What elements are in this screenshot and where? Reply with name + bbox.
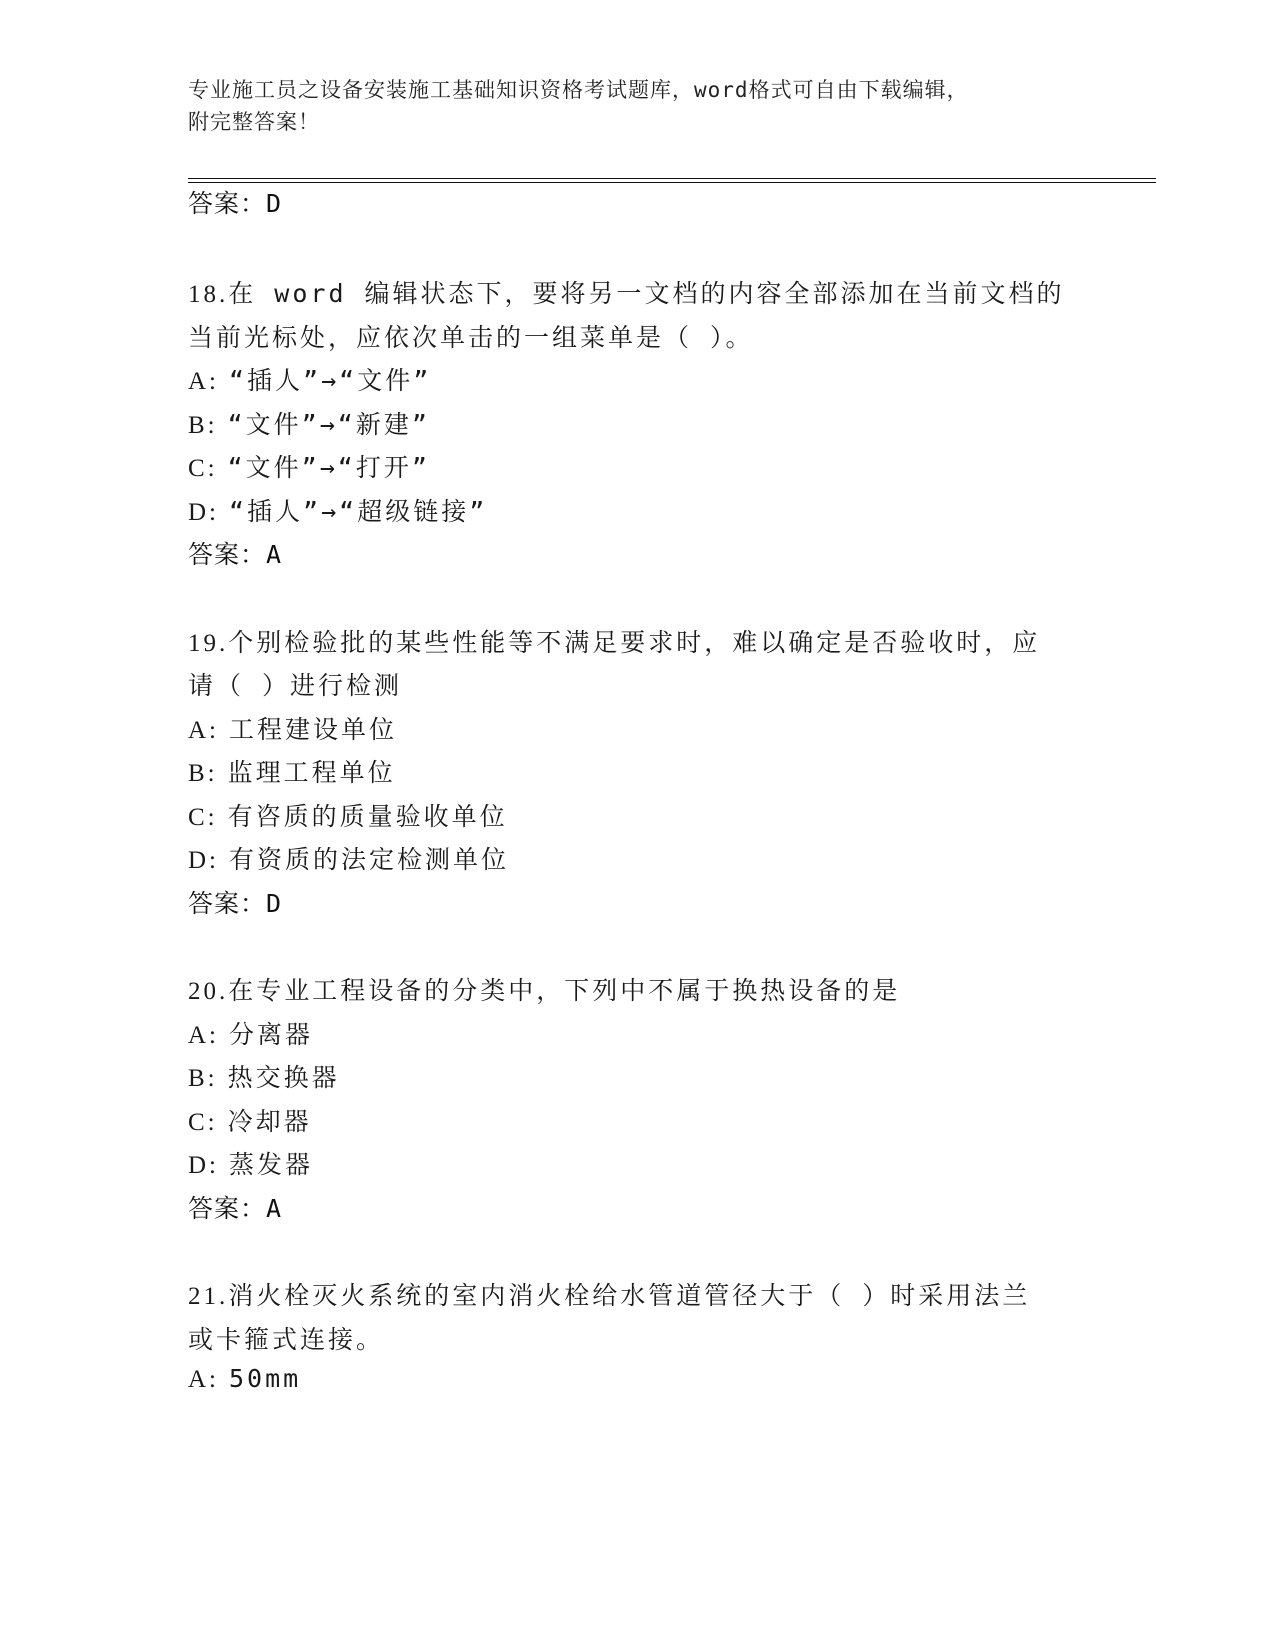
question-18-option-c — [188, 448, 430, 484]
option-text: 蒸发器 — [229, 1150, 314, 1179]
answer-label: 答案： — [188, 540, 267, 569]
option-label: C: — [188, 804, 218, 831]
question-text: 消火栓灭火系统的室内消火栓给水管道管径大于（ ）时采用法兰 — [228, 1281, 1031, 1310]
answer-value: D — [266, 189, 283, 218]
page-header — [188, 74, 1088, 138]
answer-value: A — [266, 540, 283, 569]
option-label: B: — [188, 412, 218, 439]
header-line-1: 专业施工员之设备安装施工基础知识资格考试题库，word格式可自由下载编辑， — [188, 78, 969, 102]
option-text: 监理工程单位 — [227, 758, 396, 787]
question-21-stem-line-1 — [188, 1276, 1030, 1312]
answer-value: A — [266, 1194, 283, 1223]
question-18-stem-line-2: 当前光标处，应依次单击的一组菜单是（ ）。 — [188, 323, 754, 352]
question-18-option-b — [188, 405, 430, 441]
question-19-stem-line-1 — [188, 623, 1040, 659]
question-number: 18. — [188, 281, 229, 308]
answer-value: D — [266, 889, 283, 918]
answer-label: 答案： — [188, 1194, 267, 1223]
option-text: 有资质的法定检测单位 — [229, 845, 510, 874]
question-20-option-b — [188, 1058, 340, 1094]
question-number: 20. — [188, 978, 229, 1005]
question-19-option-c — [188, 797, 508, 833]
option-text: 冷却器 — [227, 1107, 312, 1136]
answer-line — [188, 184, 282, 220]
option-text: “插人”→“文件” — [229, 366, 432, 395]
header-line-2: 附完整答案！ — [188, 110, 320, 134]
question-18-stem-line-1 — [188, 274, 1065, 310]
option-text: 工程建设单位 — [229, 715, 398, 744]
question-number: 19. — [188, 630, 229, 657]
option-label: B: — [188, 760, 218, 787]
option-label: D: — [188, 1152, 219, 1179]
question-text: 在专业工程设备的分类中，下列中不属于换热设备的是 — [228, 976, 901, 1005]
option-text: 50mm — [229, 1364, 302, 1393]
question-18-answer — [188, 535, 282, 571]
option-label: D: — [188, 847, 219, 874]
question-20-option-c — [188, 1102, 312, 1138]
question-number: 21. — [188, 1283, 229, 1310]
option-label: D: — [188, 499, 219, 526]
question-text: 个别检验批的某些性能等不满足要求时，难以确定是否验收时，应 — [228, 628, 1041, 657]
option-text: 热交换器 — [227, 1063, 340, 1092]
question-19-stem-line-2: 请（ ）进行检测 — [188, 671, 403, 700]
option-label: C: — [188, 1109, 218, 1136]
option-text: “插人”→“超级链接” — [229, 497, 488, 526]
question-18-option-d — [188, 492, 487, 528]
option-text: “文件”→“打开” — [227, 453, 430, 482]
option-label: A: — [188, 368, 219, 395]
option-label: A: — [188, 1022, 219, 1049]
option-text: 分离器 — [229, 1020, 314, 1049]
question-20-option-d — [188, 1145, 313, 1181]
option-label: C: — [188, 455, 218, 482]
answer-label: 答案： — [188, 189, 267, 218]
option-text: 有咨质的质量验收单位 — [227, 802, 508, 831]
question-19-option-d — [188, 840, 509, 876]
question-19-option-a — [188, 710, 397, 746]
answer-label: 答案： — [188, 889, 267, 918]
option-label: A: — [188, 1366, 219, 1393]
question-21-option-a — [188, 1364, 301, 1394]
question-21-stem-line-2: 或卡箍式连接。 — [188, 1325, 385, 1354]
question-18-option-a — [188, 361, 431, 397]
option-label: B: — [188, 1065, 218, 1092]
option-text: “文件”→“新建” — [227, 410, 430, 439]
question-20-option-a — [188, 1015, 313, 1051]
question-19-answer — [188, 884, 282, 920]
question-20-answer — [188, 1189, 282, 1225]
question-text: 在 word 编辑状态下，要将另一文档的内容全部添加在当前文档的 — [228, 279, 1065, 308]
question-20-stem-line-1 — [188, 971, 900, 1007]
header-divider — [188, 178, 1156, 183]
option-label: A: — [188, 717, 219, 744]
question-19-option-b — [188, 753, 396, 789]
